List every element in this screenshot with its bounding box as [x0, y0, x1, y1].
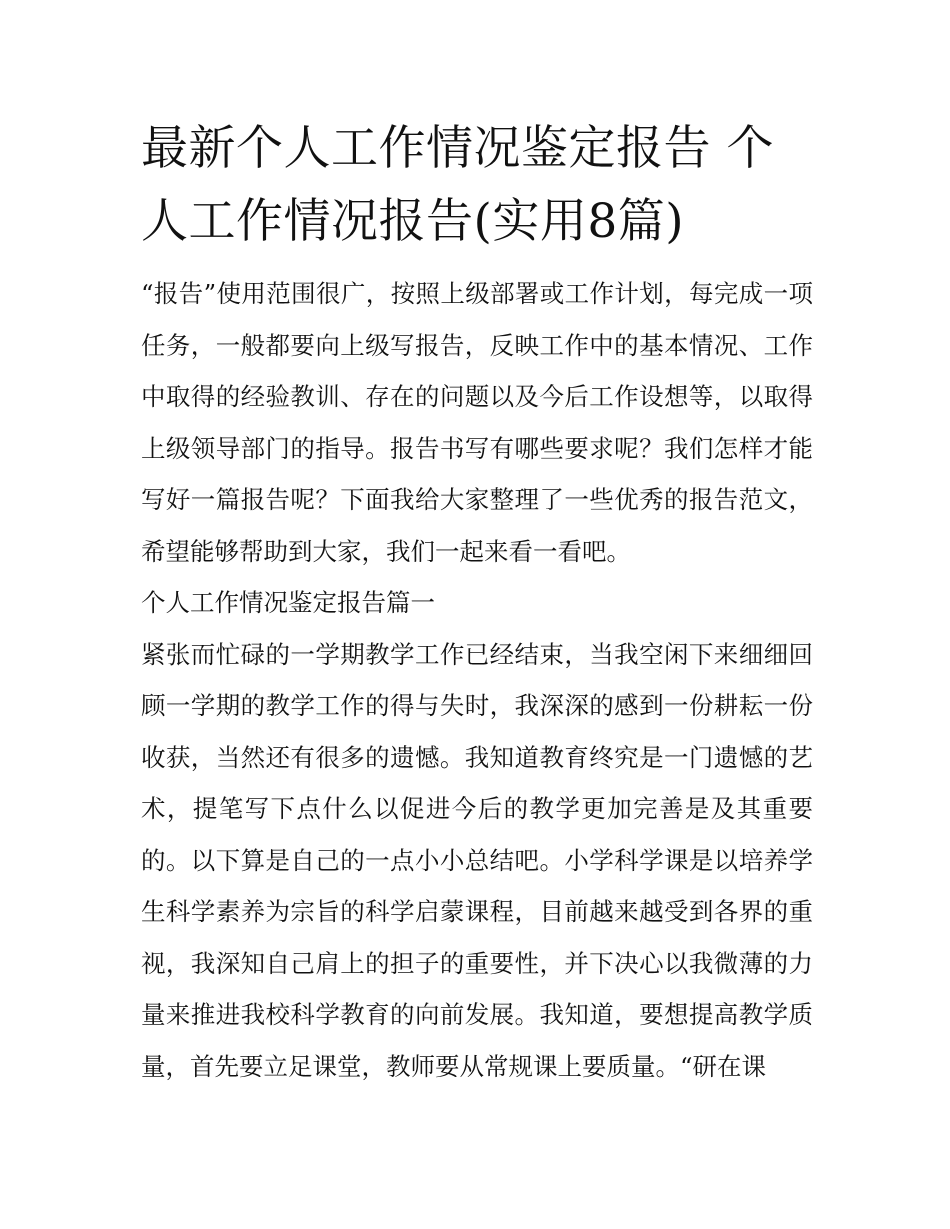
- section-heading: 个人工作情况鉴定报告篇一: [141, 588, 435, 617]
- document-title: 最新个人工作情况鉴定报告 个人工作情况报告(实用8篇): [141, 121, 774, 249]
- document-content: [141, 112, 813, 1092]
- section-body-paragraph: 紧张而忙碌的一学期教学工作已经结束，当我空闲下来细细回顾一学期的教学工作的得与失时，我深深的感到一份耕耘一份收获，当然还有很多的遗憾。我知道教育终究是一门遗憾的艺术，提笔写下点什么以促进今后的教学更加完善是及其重要的。以下算是自己的一点小小总结吧。小学科学课是以培养学生科学素养为宗旨的科学启蒙课程，目前越来越受到各界的重视，我深知自己肩上的担子的重要性，并下决心以我微薄的力量来推进我校科学教育的向前发展。我知道，要想提高教学质量，首先要立足课堂，教师要从常规课上要质量。“研在课: [141, 639, 813, 1081]
- intro-paragraph: “报告”使用范围很广，按照上级部署或工作计划，每完成一项任务，一般都要向上级写报告，反映工作中的基本情况、工作中取得的经验教训、存在的问题以及今后工作设想等，以取得上级领导部门的指导。报告书写有哪些要求呢？我们怎样才能写好一篇报告呢？下面我给大家整理了一些优秀的报告范文，希望能够帮助到大家，我们一起来看一看吧。: [141, 279, 813, 566]
